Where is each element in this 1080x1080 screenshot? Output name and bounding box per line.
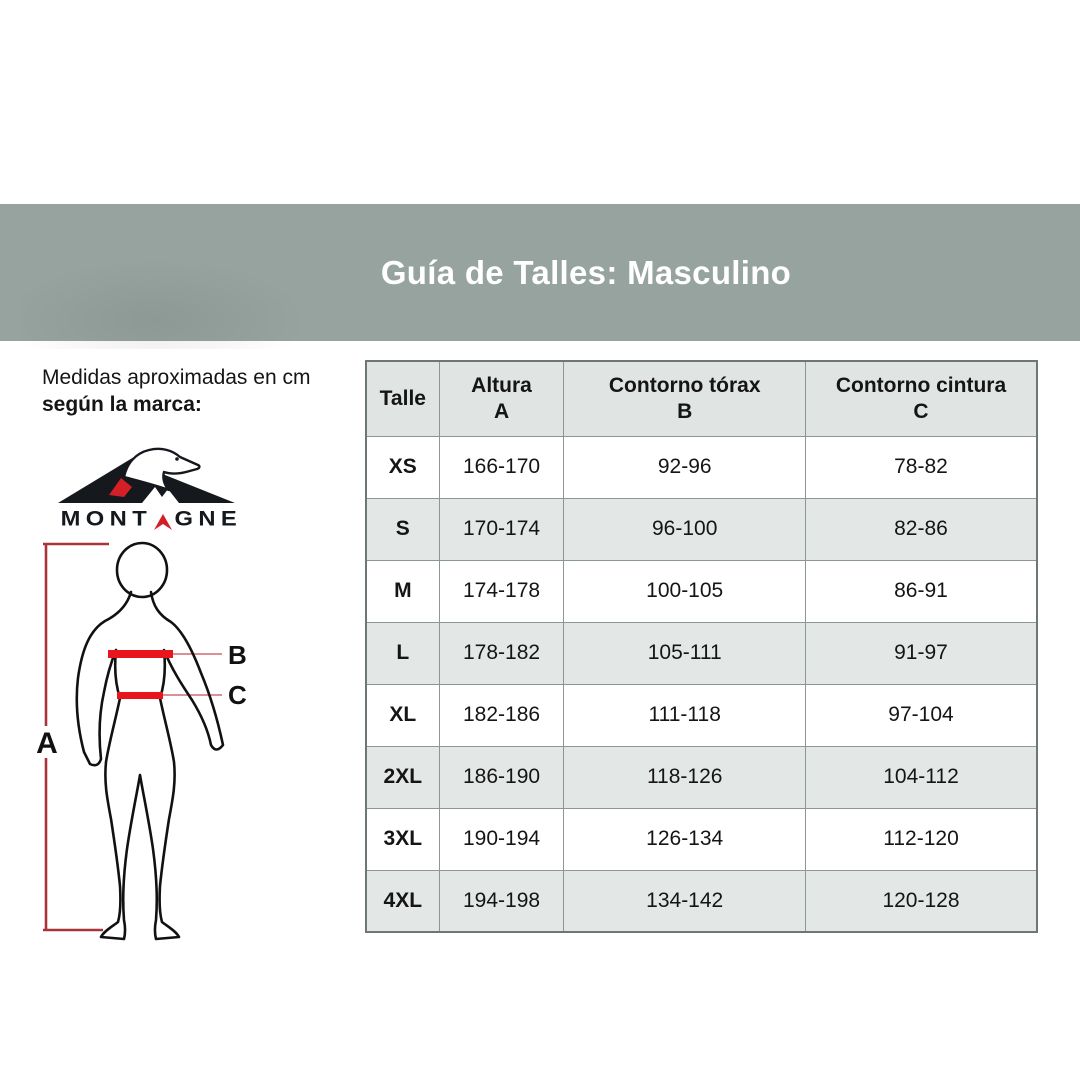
col-header-talle: Talle (366, 361, 439, 436)
altura-cell: 194-198 (439, 870, 564, 932)
size-cell: XL (366, 684, 439, 746)
body-measurement-diagram (20, 530, 340, 950)
eagle-glyph-icon (153, 512, 173, 532)
cintura-cell: 82-86 (805, 498, 1037, 560)
table-row (366, 560, 1037, 622)
altura-cell: 186-190 (439, 746, 564, 808)
table-row (366, 684, 1037, 746)
col-header-torax: Contorno tórax B (564, 361, 806, 436)
table-row (366, 498, 1037, 560)
table-row (366, 436, 1037, 498)
measure-note-line1: Medidas aproximadas en cm (42, 366, 311, 389)
size-table (365, 360, 1038, 933)
torax-cell: 100-105 (564, 560, 806, 622)
torax-cell: 126-134 (564, 808, 806, 870)
torax-cell: 105-111 (564, 622, 806, 684)
banner-watermark (20, 254, 320, 349)
size-cell: M (366, 560, 439, 622)
table-header-row (366, 361, 1037, 436)
measure-note (42, 364, 310, 418)
size-cell: 2XL (366, 746, 439, 808)
altura-cell: 166-170 (439, 436, 564, 498)
torax-cell: 134-142 (564, 870, 806, 932)
cintura-cell: 91-97 (805, 622, 1037, 684)
cintura-cell: 86-91 (805, 560, 1037, 622)
montagne-logo (56, 441, 248, 532)
chest-measure-bar (108, 650, 173, 658)
wordmark-prefix: MONT (60, 506, 153, 531)
waist-measure-bar (117, 692, 163, 699)
torax-cell: 111-118 (564, 684, 806, 746)
montagne-wordmark (56, 506, 248, 532)
cintura-cell: 120-128 (805, 870, 1037, 932)
altura-cell: 182-186 (439, 684, 564, 746)
altura-cell: 190-194 (439, 808, 564, 870)
size-cell: XS (366, 436, 439, 498)
cintura-cell: 78-82 (805, 436, 1037, 498)
label-c: C (228, 680, 247, 710)
cintura-cell: 112-120 (805, 808, 1037, 870)
altura-cell: 170-174 (439, 498, 564, 560)
montagne-emblem-icon (56, 441, 248, 505)
figure-head (117, 543, 167, 597)
size-cell: S (366, 498, 439, 560)
figure-body-outline (77, 592, 223, 939)
table-row (366, 622, 1037, 684)
altura-cell: 178-182 (439, 622, 564, 684)
torax-cell: 96-100 (564, 498, 806, 560)
table-row (366, 746, 1037, 808)
wordmark-suffix: GNE (174, 506, 243, 531)
torax-cell: 92-96 (564, 436, 806, 498)
table-row (366, 808, 1037, 870)
page-title: Guía de Talles: Masculino (380, 253, 792, 291)
size-cell: L (366, 622, 439, 684)
col-header-altura: Altura A (439, 361, 564, 436)
size-cell: 4XL (366, 870, 439, 932)
cintura-cell: 97-104 (805, 684, 1037, 746)
title-banner (0, 204, 1080, 341)
measure-note-line2: según la marca: (42, 393, 202, 416)
size-cell: 3XL (366, 808, 439, 870)
label-b: B (228, 640, 247, 670)
torax-cell: 118-126 (564, 746, 806, 808)
label-a: A (36, 727, 58, 760)
col-header-cintura: Contorno cintura C (805, 361, 1037, 436)
table-row (366, 870, 1037, 932)
altura-cell: 174-178 (439, 560, 564, 622)
cintura-cell: 104-112 (805, 746, 1037, 808)
